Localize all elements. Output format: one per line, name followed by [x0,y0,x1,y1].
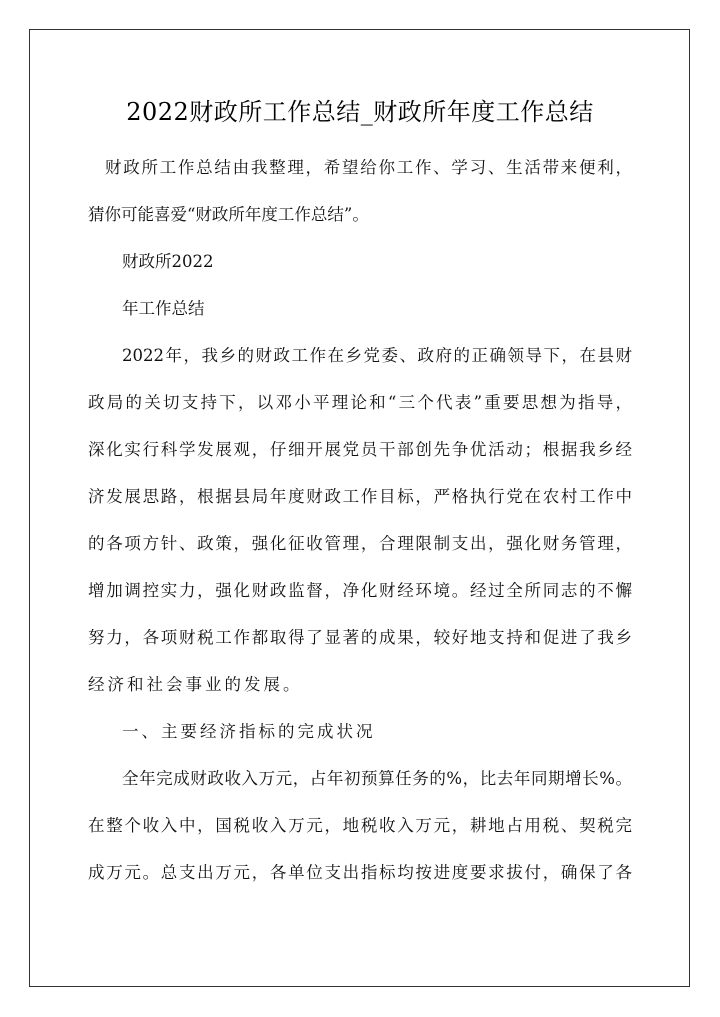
paragraph-line: 的各项方针、政策，强化征收管理，合理限制支出，强化财务管理， [88,534,632,553]
paragraph-line: 成万元。总支出万元，各单位支出指标均按进度要求拔付，确保了各 [88,863,632,882]
paragraph-line: 增加调控实力，强化财政监督，净化财经环境。经过全所同志的不懈 [88,581,632,600]
paragraph-line: 2022年，我乡的财政工作在乡党委、政府的正确领导下，在县财 [122,346,632,365]
paragraph-line: 年工作总结 [122,299,205,318]
paragraph-line: 财政所2022 [122,252,214,271]
paragraph-line: 深化实行科学发展观，仔细开展党员干部创先争优活动；根据我乡经 [88,440,632,459]
paragraph-line: 在整个收入中，国税收入万元，地税收入万元，耕地占用税、契税完 [88,816,632,835]
paragraph-line: 经济和社会事业的发展。 [88,675,303,694]
paragraph-line: 努力，各项财税工作都取得了显著的成果，较好地支持和促进了我乡 [88,628,632,647]
paragraph-line: 财政所工作总结由我整理，希望给你工作、学习、生活带来便利， [105,158,632,177]
paragraph-line: 全年完成财政收入万元，占年初预算任务的%，比去年同期增长%。 [122,769,632,788]
paragraph-line: 济发展思路，根据县局年度财政工作目标，严格执行党在农村工作中 [88,487,632,506]
paragraph-line: 猜你可能喜爱“财政所年度工作总结”。 [88,205,369,224]
document-title: 2022财政所工作总结_财政所年度工作总结 [126,98,594,126]
section-heading: 一、主要经济指标的完成状况 [122,722,376,741]
paragraph-line: 政局的关切支持下，以邓小平理论和“三个代表”重要思想为指导， [88,393,632,412]
